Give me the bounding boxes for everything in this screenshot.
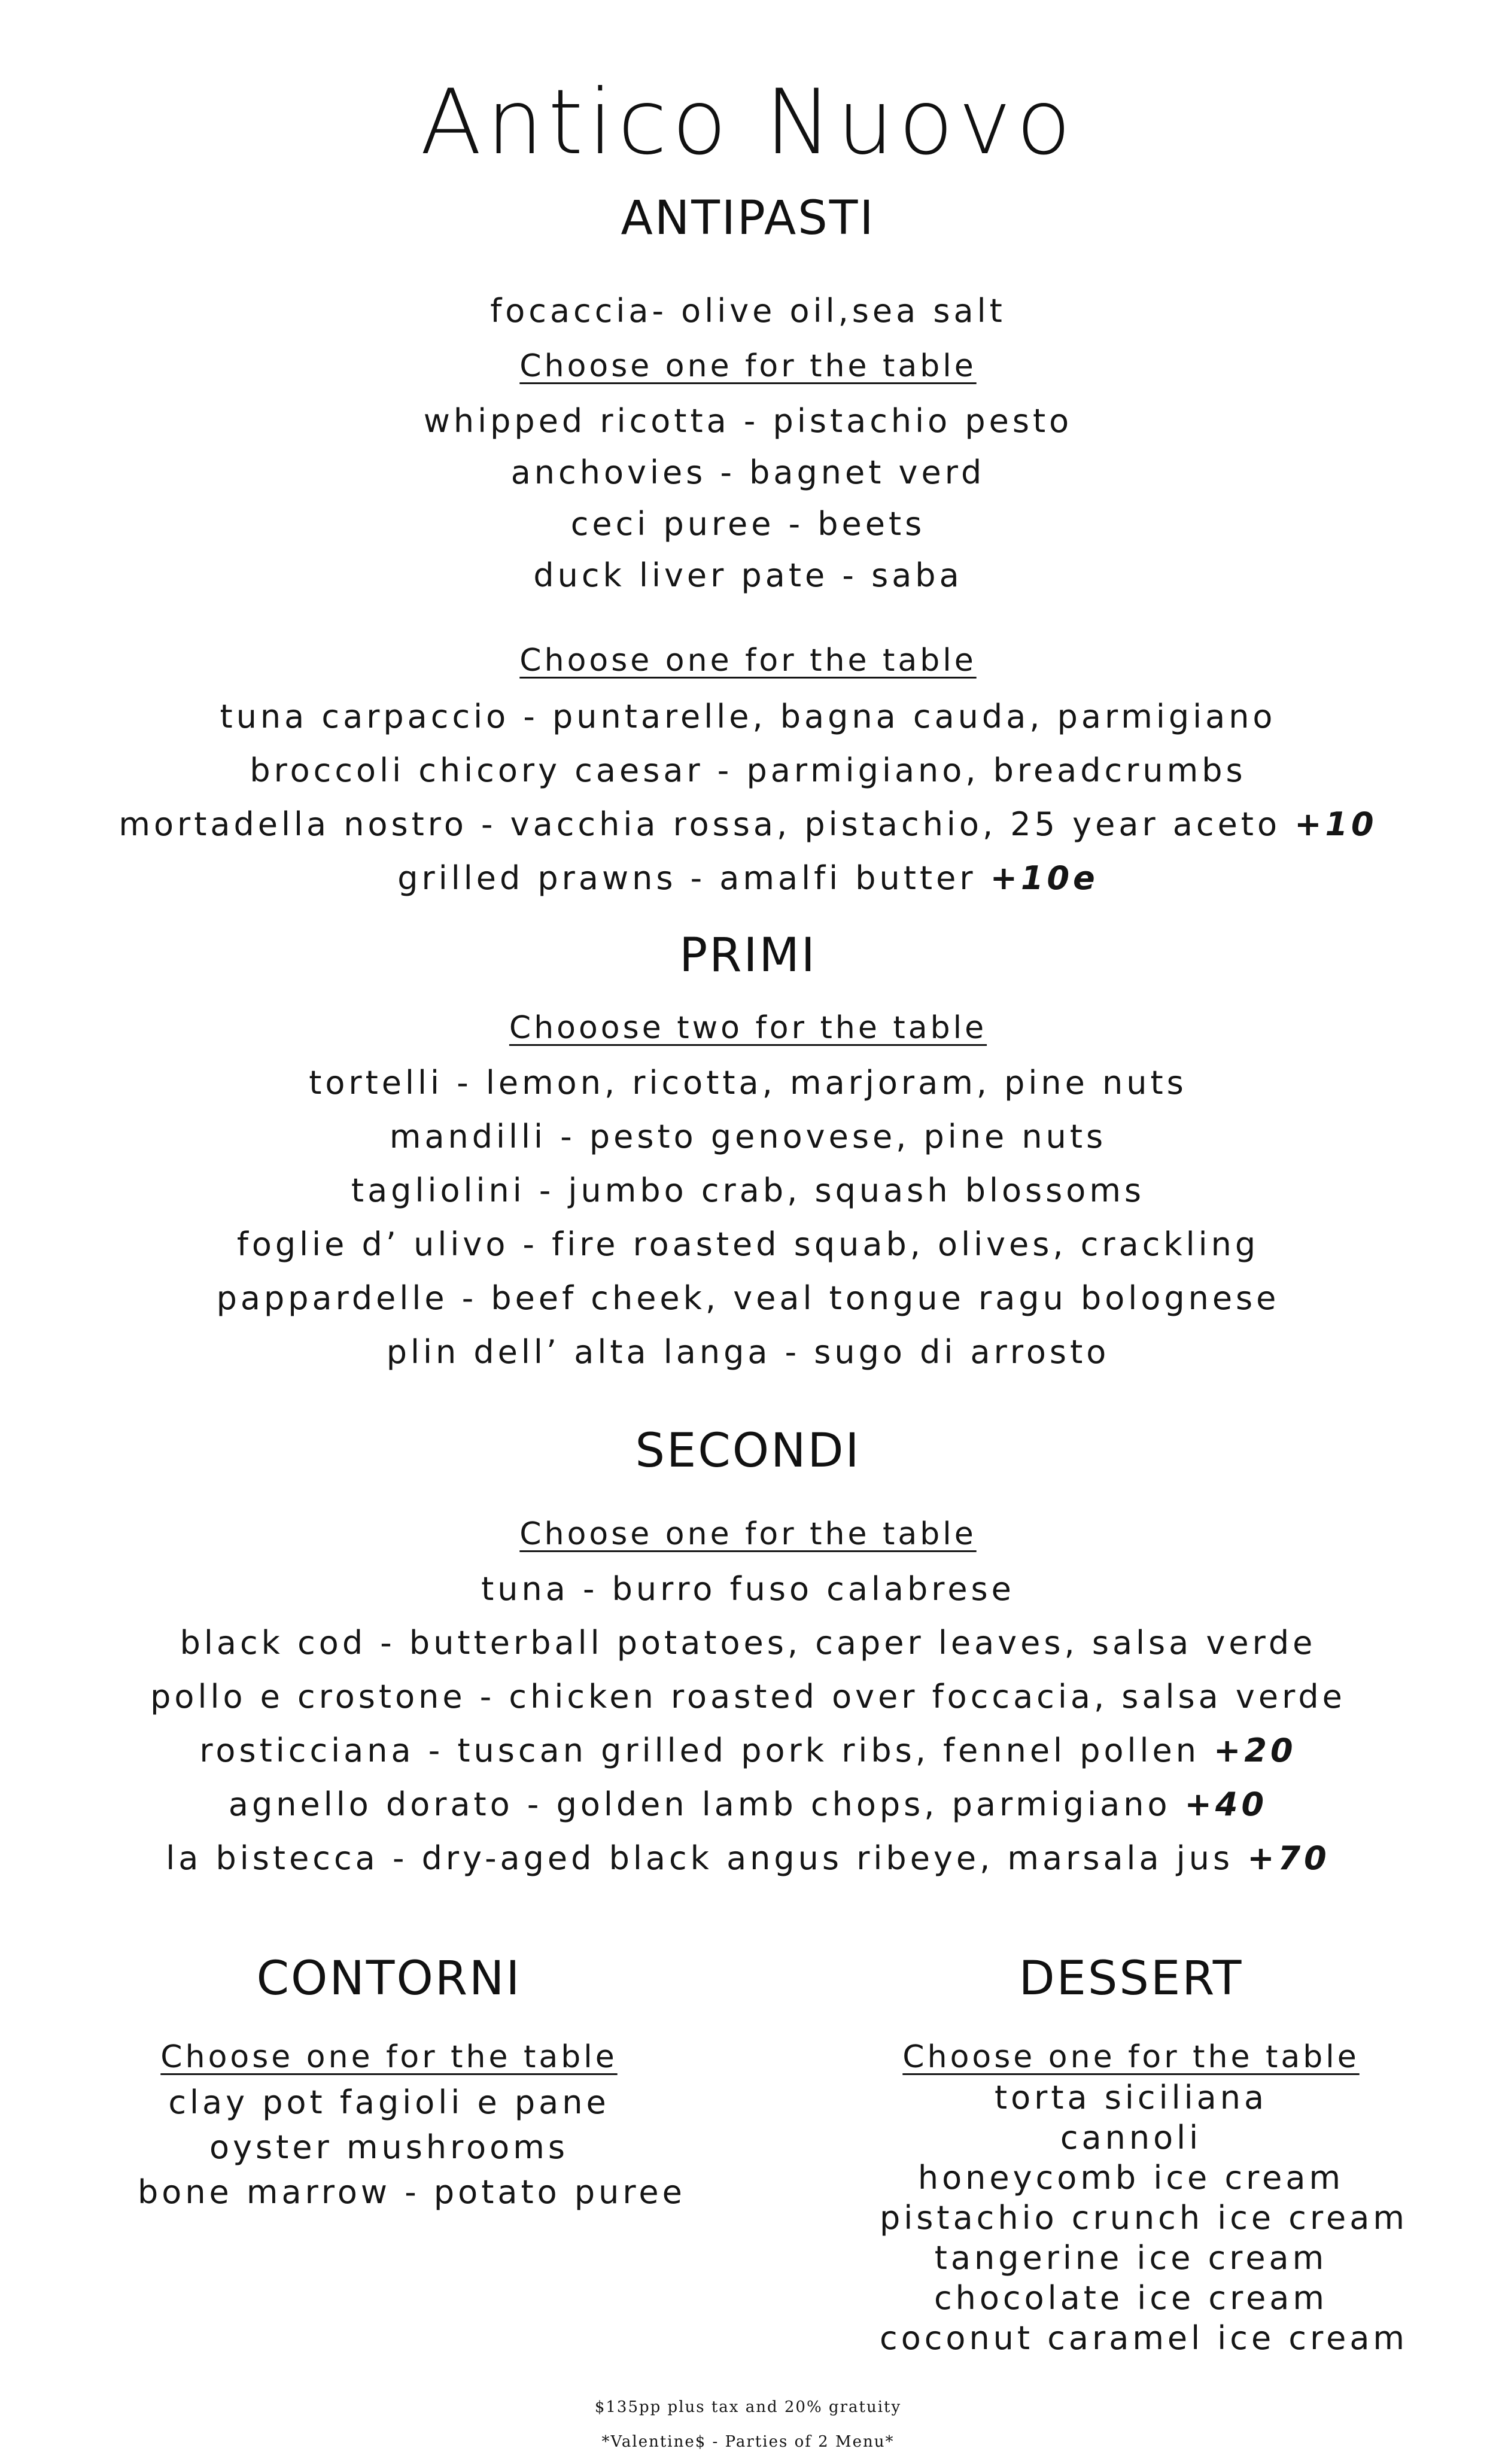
menu-item-text: pollo e crostone - chicken roasted over foccacia, salsa verde: [150, 1678, 1346, 1715]
menu-item-text: la bistecca - dry-aged black angus ribeye, marsala jus: [166, 1839, 1234, 1877]
antipasti-choose-label-1: Choose one for the table: [519, 348, 977, 384]
menu-item: [0, 1732, 1496, 1769]
secondi-choose-label: Choose one for the table: [519, 1516, 977, 1552]
menu-item: tangerine ice cream: [934, 2239, 1328, 2277]
menu-item: clay pot fagioli e pane: [168, 2083, 610, 2121]
menu-item: ceci puree - beets: [570, 505, 926, 543]
menu-item: torta siciliana: [994, 2079, 1268, 2116]
menu-item: coconut caramel ice cream: [880, 2319, 1409, 2357]
menu-item: cannoli: [1060, 2119, 1202, 2156]
menu-item: [0, 1678, 1496, 1715]
menu-item: [0, 1624, 1496, 1662]
menu-item-text: black cod - butterball potatoes, caper leaves, salsa verde: [180, 1624, 1316, 1662]
menu-item: foglie d’ ulivo - fire roasted squab, olives, crackling: [236, 1225, 1260, 1263]
antipasti-choose-label-2: Choose one for the table: [519, 643, 977, 679]
primi-heading: PRIMI: [679, 929, 817, 982]
menu-item-price: +10e: [990, 859, 1099, 897]
menu-item: duck liver pate - saba: [533, 556, 963, 594]
pricing-note: $135pp plus tax and 20% gratuity: [594, 2398, 902, 2416]
menu-item: plin dell’ alta langa - sugo di arrosto: [386, 1333, 1110, 1371]
menu-item: anchovies - bagnet verd: [510, 454, 986, 491]
menu-item: mandilli - pesto genovese, pine nuts: [389, 1118, 1107, 1155]
dessert-section: [880, 1952, 1409, 2357]
menu-item-price: +70: [1247, 1839, 1330, 1877]
menu-item: pappardelle - beef cheek, veal tongue ragu bolognese: [216, 1279, 1280, 1317]
contorni-choose-label: Choose one for the table: [160, 2039, 618, 2075]
antipasti-intro: focaccia- olive oil,sea salt: [490, 292, 1006, 330]
contorni-heading: CONTORNI: [256, 1952, 522, 2006]
menu-item: tagliolini - jumbo crab, squash blossoms: [351, 1172, 1145, 1209]
menu-item-price: +20: [1214, 1732, 1297, 1769]
menu-item: [0, 805, 1496, 843]
menu-item-price: +40: [1184, 1785, 1268, 1823]
menu-item: [0, 1839, 1496, 1877]
menu-item-text: grilled prawns - amalfi butter: [397, 859, 977, 897]
menu-item: bone marrow - potato puree: [138, 2173, 686, 2211]
menu-item: tortelli - lemon, ricotta, marjoram, pine nuts: [309, 1064, 1187, 1102]
menu-item: whipped ricotta - pistachio pesto: [423, 402, 1073, 440]
menu-item-text: tuna carpaccio - puntarelle, bagna cauda, parmigiano: [220, 698, 1276, 735]
menu-item: pistachio crunch ice cream: [880, 2199, 1408, 2237]
menu-item-price: +10: [1294, 805, 1378, 843]
menu-note: *Valentine$ - Parties of 2 Menu*: [601, 2433, 895, 2451]
menu-item-text: rosticciana - tuscan grilled pork ribs, fennel pollen: [199, 1732, 1200, 1769]
menu-item-text: broccoli chicory caesar - parmigiano, breadcrumbs: [250, 752, 1246, 789]
antipasti-heading: ANTIPASTI: [621, 191, 875, 245]
menu-item: honeycomb ice cream: [917, 2159, 1345, 2197]
secondi-heading: SECONDI: [635, 1424, 861, 1478]
menu-item: [0, 698, 1496, 735]
primi-choose-label: Chooose two for the table: [509, 1010, 987, 1046]
menu-item-text: mortadella nostro - vacchia rossa, pistachio, 25 year aceto: [118, 805, 1281, 843]
menu-item-text: agnello dorato - golden lamb chops, parmigiano: [228, 1785, 1171, 1823]
menu-item: [0, 859, 1496, 897]
restaurant-name: Antico Nuovo: [420, 71, 1076, 175]
menu-item: [0, 1785, 1496, 1823]
menu-item: [0, 752, 1496, 789]
menu-item: chocolate ice cream: [934, 2279, 1328, 2317]
contorni-section: [138, 1952, 686, 2211]
menu-item-text: tuna - burro fuso calabrese: [481, 1570, 1015, 1608]
menu-item: oyster mushrooms: [209, 2128, 568, 2166]
dessert-choose-label: Choose one for the table: [902, 2039, 1360, 2075]
dessert-heading: DESSERT: [1018, 1952, 1243, 2006]
menu-item: [0, 1570, 1496, 1608]
